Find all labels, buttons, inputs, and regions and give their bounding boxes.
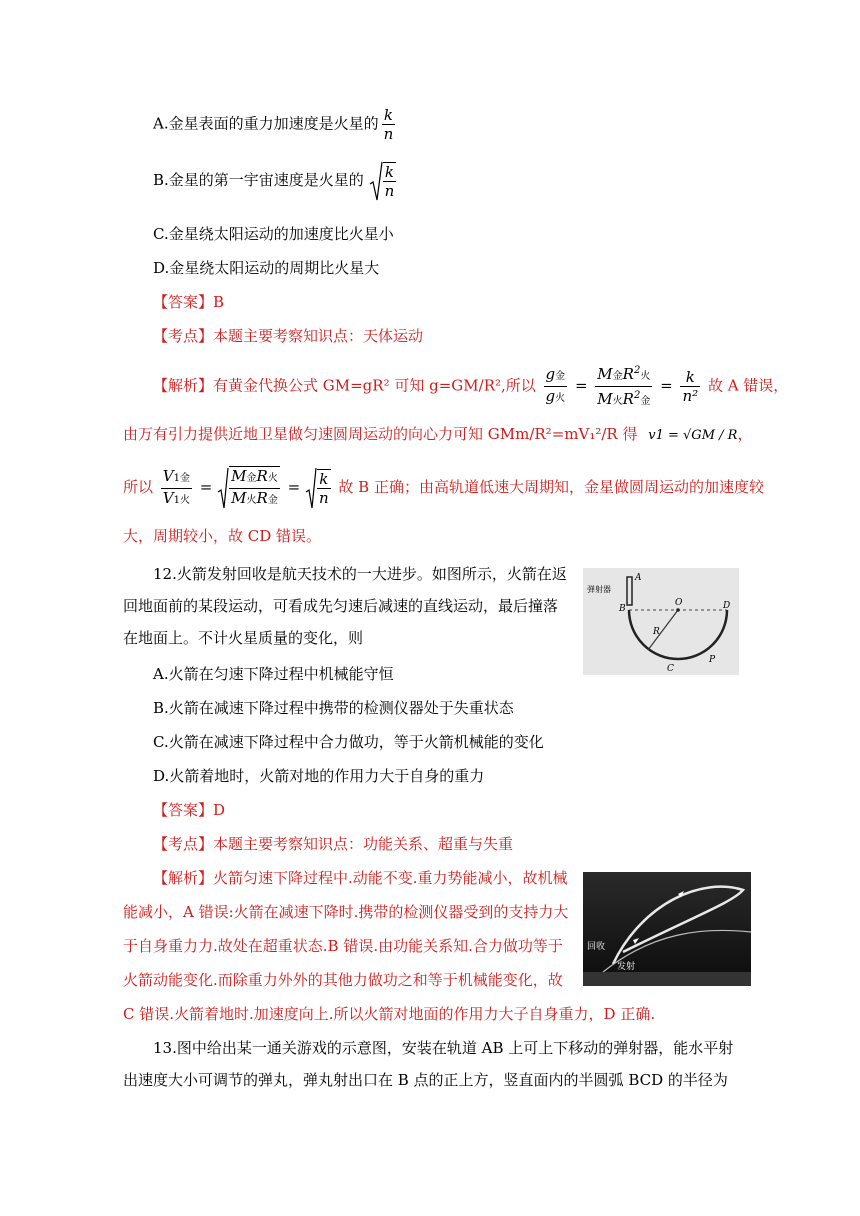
q12-jiexi-3: 于自身重力力.故处在超重状态.B 错误.由功能关系知.合力做功等于: [123, 937, 563, 955]
launcher-rail-icon: [627, 577, 632, 605]
svg-text:C: C: [667, 664, 674, 674]
fraction-k-over-n: $\frac{k}{n}$: [383, 106, 394, 143]
formula-v1: v1 = √GM / R: [648, 428, 738, 443]
q11-jiexi-line-2: 由万有引力提供近地卫星做匀速圆周运动的向心力可知 GMm/R²=mV₁²/R 得 v1 = √GM / R，: [123, 425, 753, 443]
q11-option-b-text: B.金星的第一宇宙速度是火星的: [153, 171, 364, 189]
svg-text:P: P: [709, 655, 716, 665]
svg-text:B: B: [619, 604, 626, 614]
figure-rocket-trajectory: [583, 872, 751, 986]
q12-option-d: D.火箭着地时，火箭对地的作用力大于自身的重力: [153, 767, 485, 785]
q12-kaodian: 【考点】本题主要考察知识点：功能关系、超重与失重: [153, 835, 514, 853]
q12-option-a: A.火箭在匀速下降过程中机械能守恒: [153, 665, 394, 683]
q11-option-b: [153, 160, 399, 202]
q11-option-a: [153, 106, 398, 143]
fraction-k-over-n-sqrt: $\frac{k}{n}$: [384, 163, 395, 200]
figure-semicircle-track: [583, 568, 739, 675]
q12-jiexi-2: 能减小，A 错误:火箭在减速下降时.携带的检测仪器受到的支持力大: [123, 903, 569, 921]
svg-text:O: O: [675, 598, 683, 608]
q13-stem-2: 出速度大小可调节的弹丸，弹丸射出口在 B 点的正上方，竖直面内的半圆弧 BCD 的半径为: [123, 1071, 728, 1089]
q11-jiexi-line-4: 大，周期较小，故 CD 错误。: [123, 527, 322, 545]
q12-stem-2: 回地面前的某段运动，可看成先匀速后减速的直线运动，最后撞落: [123, 597, 559, 615]
label-launcher: 弹射器: [587, 585, 611, 594]
label-launch: 发射: [617, 962, 636, 972]
q13-stem-1: 13.图中给出某一通关游戏的示意图，安装在轨道 AB 上可上下移动的弹射器，能水平射: [153, 1039, 734, 1057]
q11-kaodian: 【考点】本题主要考察知识点：天体运动: [153, 327, 424, 345]
q12-stem-1: 12.火箭发射回收是航天技术的一大进步。如图所示，火箭在返: [153, 565, 567, 583]
q11-jiexi-text-3-pre: 所以: [123, 478, 154, 496]
svg-text:A: A: [635, 573, 642, 583]
q11-jiexi-text-1-end: 故 A 错误，: [707, 376, 789, 395]
q12-option-b: B.火箭在减速下降过程中携带的检测仪器处于失重状态: [153, 699, 514, 717]
sqrt-sign-icon: [369, 160, 383, 202]
formula-v-ratio: $\frac{\text{V1金}}{\text{V1火}}$ = $\frac{\text{M金R火}}{\text{M火R金}}$ = $\frac{k}{n}$: [158, 466, 334, 510]
q11-option-d: D.金星绕太阳运动的周期比火星大: [153, 259, 380, 277]
q11-jiexi-text-1: 【解析】有黄金代换公式 GM=gR² 可知 g=GM/R²,所以: [153, 376, 536, 395]
q11-option-c: C.金星绕太阳运动的加速度比火星小: [153, 225, 394, 243]
q12-answer: 【答案】D: [153, 801, 226, 819]
label-recover: 回收: [587, 942, 606, 952]
svg-text:R: R: [653, 627, 660, 637]
arc-bcd: [629, 610, 727, 659]
q11-option-a-text: A.金星表面的重力加速度是火星的: [153, 114, 379, 133]
q11-jiexi-line-3: [123, 466, 764, 510]
q11-jiexi-line-1: [153, 362, 788, 411]
q11-jiexi-text-2: 由万有引力提供近地卫星做匀速圆周运动的向心力可知 GMm/R²=mV₁²/R 得: [123, 425, 638, 443]
q12-jiexi-1: 【解析】火箭匀速下降过程中.动能不变.重力势能减小，故机械: [153, 869, 568, 887]
q12-stem-3: 在地面上。不计火星质量的变化，则: [123, 629, 364, 647]
q12-jiexi-4: 火箭动能变化.而除重力外外的其他力做功之和等于机械能变化，故: [123, 971, 563, 989]
q12-jiexi-5: C 错误.火箭着地时.加速度向上.所以火箭对地面的作用力大子自身重力，D 正确.: [123, 1005, 656, 1023]
q12-option-c: C.火箭在减速下降过程中合力做功，等于火箭机械能的变化: [153, 733, 544, 751]
q11-jiexi-text-3-post: 故 B 正确；由高轨道低速大周期知，金星做圆周运动的加速度较: [338, 478, 764, 496]
svg-text:D: D: [723, 601, 731, 611]
q11-answer: 【答案】B: [153, 293, 225, 311]
formula-g-ratio: $\frac{\text{g金}}{\text{g火}}$ = $\frac{M金R^2火}{M火R^2金}$ = $\frac{k}{\text{n²}}$: [541, 362, 704, 411]
